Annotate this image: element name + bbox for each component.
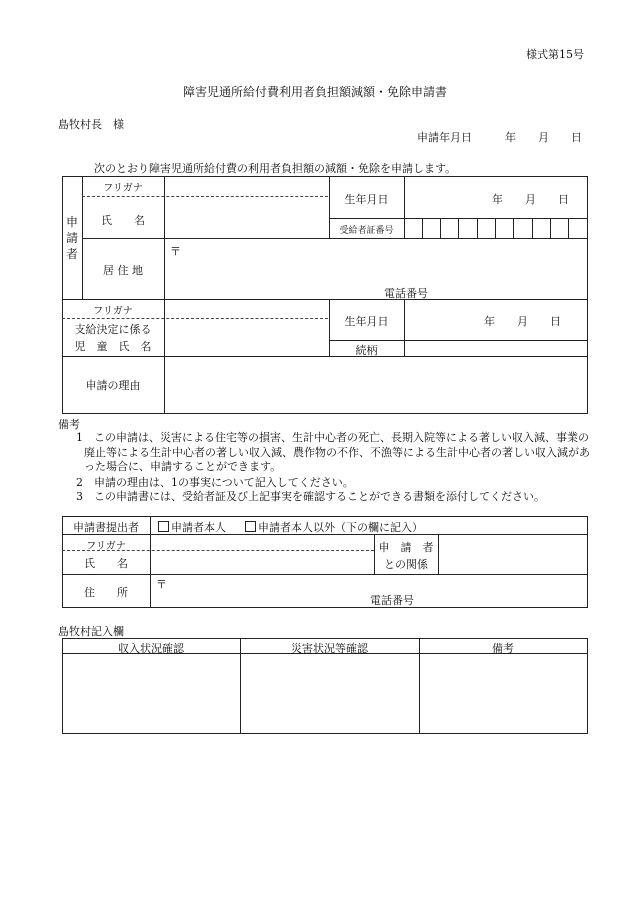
note-item-2: 2 申請の理由は、1の事実について記入してください。 bbox=[76, 476, 354, 489]
column-income-check: 収入状況確認 bbox=[118, 642, 184, 655]
cert-number-label: 受給者証番号 bbox=[339, 226, 394, 236]
column-disaster-check: 災害状況等確認 bbox=[291, 642, 368, 655]
applicant-phone-label: 電話番号 bbox=[384, 287, 428, 300]
applicant-furigana-field[interactable] bbox=[165, 177, 328, 196]
child-furigana-label: フリガナ bbox=[93, 306, 133, 317]
child-furigana-field[interactable] bbox=[165, 300, 328, 317]
intro-text: 次のとおり障害児通所給付費の利用者負担額の減額・免除を申請します。 bbox=[94, 162, 457, 175]
child-name-field[interactable] bbox=[165, 319, 328, 355]
relation-field[interactable] bbox=[439, 535, 586, 574]
form-number: 様式第15号 bbox=[526, 48, 584, 61]
applicant-name-field[interactable] bbox=[165, 197, 328, 238]
submitter-name-field[interactable] bbox=[151, 551, 373, 574]
submitter-name-label: 氏 名 bbox=[84, 557, 128, 570]
checkbox-other[interactable] bbox=[245, 521, 256, 532]
child-label-line1: 支給決定に係る bbox=[74, 323, 152, 336]
applicant-furigana-label: フリガナ bbox=[103, 183, 143, 194]
child-birth-label: 生年月日 bbox=[344, 315, 389, 328]
submitter-option-other[interactable]: 申請者本人以外（下の欄に記入） bbox=[245, 519, 423, 535]
addressee: 島牧村長 様 bbox=[58, 118, 124, 131]
checkbox-self[interactable] bbox=[158, 521, 169, 532]
applicant-birth-label: 生年月日 bbox=[344, 193, 389, 206]
reason-field[interactable] bbox=[165, 357, 586, 412]
submitter-option-self[interactable]: 申請者本人 bbox=[158, 519, 226, 535]
notes-heading: 備考 bbox=[58, 418, 80, 431]
page-title: 障害児通所給付費利用者負担額減額・免除申請書 bbox=[182, 85, 447, 99]
reason-label: 申請の理由 bbox=[85, 379, 141, 392]
submitter-postal-mark: 〒 bbox=[156, 578, 167, 591]
submitter-label: 申請書提出者 bbox=[73, 521, 139, 534]
relation-label-line1: 申 請 者 bbox=[378, 541, 434, 554]
submitter-phone-label: 電話番号 bbox=[370, 594, 414, 607]
village-heading: 島牧村記入欄 bbox=[58, 625, 124, 638]
relation-label-line2: との関係 bbox=[384, 558, 428, 571]
applicant-postal-mark: 〒 bbox=[170, 245, 181, 258]
applicant-birth-value[interactable]: 年 月 日 bbox=[492, 193, 569, 206]
child-birth-value[interactable]: 年 月 日 bbox=[484, 315, 561, 328]
child-label-line2: 児 童 氏 名 bbox=[74, 340, 152, 353]
column-remarks: 備考 bbox=[492, 642, 514, 655]
applicant-section-label: 申 請 者 bbox=[65, 215, 78, 261]
submitter-furigana-field[interactable] bbox=[151, 535, 373, 550]
application-date: 申請年月日 年 月 日 bbox=[417, 131, 582, 144]
applicant-name-label: 氏 名 bbox=[101, 214, 145, 227]
child-relation-label: 続柄 bbox=[355, 344, 378, 357]
applicant-address-label: 居 住 地 bbox=[103, 264, 143, 277]
submitter-furigana-label: フリガナ bbox=[86, 541, 126, 552]
submitter-address-label: 住 所 bbox=[84, 586, 128, 599]
note-item-1: 1 この申請は、災害による住宅等の損害、生計中心者の死亡、長期入院等による著しい収入減、事業の 廃止等による生計中心者の著しい収入減、農作物の不作、不漁等による生計中心者の著しい収入減があ った場合に、申請することができます。 bbox=[76, 431, 590, 473]
note-item-3: 3 この申請書には、受給者証及び上記事実を確認することができる書類を添付してください。 bbox=[76, 490, 545, 503]
